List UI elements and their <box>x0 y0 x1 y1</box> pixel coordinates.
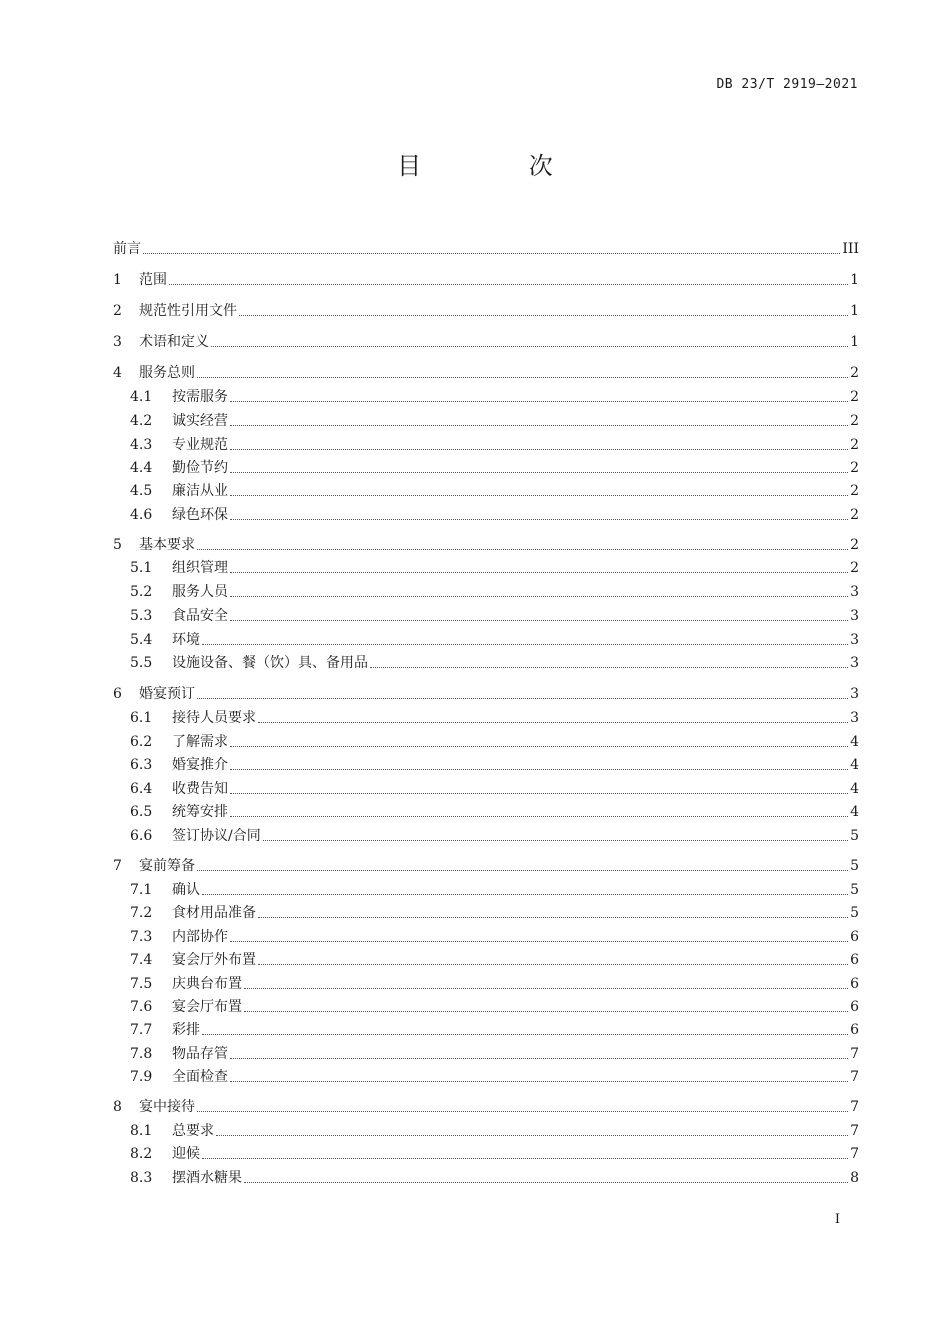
toc-entry-number: 8.2 <box>130 1146 153 1162</box>
toc-entry-page: 1 <box>850 272 859 288</box>
dot-leader <box>258 963 848 965</box>
toc-entry[interactable] <box>130 478 859 500</box>
toc-entry-title: 服务总则 <box>139 365 195 381</box>
toc-entry-number: 4.4 <box>130 460 153 476</box>
toc-entry-page: 3 <box>850 710 859 726</box>
toc-entry-title: 全面检查 <box>172 1069 228 1085</box>
dot-leader <box>216 1134 848 1136</box>
dot-leader <box>197 697 848 699</box>
toc-entry-title: 了解需求 <box>172 734 228 750</box>
toc-entry[interactable] <box>130 408 859 430</box>
toc-entry[interactable] <box>113 532 859 554</box>
toc-entry-page: 2 <box>850 413 859 429</box>
toc-entry-page: 5 <box>850 882 859 898</box>
toc-entry-number: 8.1 <box>130 1123 153 1139</box>
toc-entry[interactable] <box>130 994 859 1016</box>
toc-entry-title: 摆酒水糖果 <box>172 1170 242 1186</box>
toc-entry-title: 前言 <box>113 241 141 257</box>
toc-entry[interactable] <box>113 329 859 351</box>
dot-leader <box>197 1110 848 1112</box>
toc-entry[interactable] <box>113 853 859 875</box>
toc-entry[interactable] <box>130 924 859 946</box>
dot-leader <box>230 1057 848 1059</box>
toc-entry[interactable] <box>130 705 859 727</box>
toc-entry-title: 术语和定义 <box>139 334 209 350</box>
dot-leader <box>143 252 840 254</box>
dot-leader <box>230 471 848 473</box>
toc-entry-page: 2 <box>850 437 859 453</box>
toc-entry[interactable] <box>113 267 859 289</box>
toc-entry-number: 5.5 <box>130 655 153 671</box>
page-number: I <box>834 1212 840 1227</box>
toc-entry[interactable] <box>130 877 859 899</box>
toc-entry[interactable] <box>130 1017 859 1039</box>
toc-entry-number: 4.2 <box>130 413 153 429</box>
toc-entry[interactable] <box>130 384 859 406</box>
dot-leader <box>197 548 848 550</box>
dot-leader <box>197 869 848 871</box>
toc-entry-page: 6 <box>850 929 859 945</box>
toc-entry-title: 诚实经营 <box>172 413 228 429</box>
toc-entry[interactable] <box>130 1064 859 1086</box>
toc-entry[interactable] <box>130 627 859 649</box>
dot-leader <box>230 400 848 402</box>
toc-entry-number: 3 <box>113 334 122 350</box>
toc-entry-title: 婚宴推介 <box>172 757 228 773</box>
toc-entry-number: 5.3 <box>130 608 153 624</box>
toc-entry-number: 7.2 <box>130 905 153 921</box>
toc-entry-number: 6 <box>113 686 122 702</box>
toc-entry-number: 6.4 <box>130 781 153 797</box>
toc-entry-number: 5.4 <box>130 632 153 648</box>
toc-entry-title: 统筹安排 <box>172 804 228 820</box>
toc-entry[interactable] <box>130 650 859 672</box>
toc-entry[interactable] <box>130 1118 859 1140</box>
toc-entry-number: 7.9 <box>130 1069 153 1085</box>
dot-leader <box>202 643 848 645</box>
toc-entry-title: 物品存管 <box>172 1046 228 1062</box>
toc-entry-number: 7.1 <box>130 882 153 898</box>
dot-leader <box>197 376 848 378</box>
toc-entry-page: 7 <box>850 1069 859 1085</box>
toc-entry[interactable] <box>130 432 859 454</box>
dot-leader <box>239 314 848 316</box>
toc-entry-page: 7 <box>850 1123 859 1139</box>
dot-leader <box>202 1033 848 1035</box>
toc-entry-title: 范围 <box>139 272 167 288</box>
toc-entry[interactable] <box>130 776 859 798</box>
toc-entry-title: 环境 <box>172 632 200 648</box>
toc-entry-page: 6 <box>850 952 859 968</box>
dot-leader <box>230 424 848 426</box>
dot-leader <box>230 518 848 520</box>
toc-entry-title: 专业规范 <box>172 437 228 453</box>
toc-entry-number: 7.5 <box>130 976 153 992</box>
toc-entry-number: 8.3 <box>130 1170 153 1186</box>
toc-entry-title: 宴会厅布置 <box>172 999 242 1015</box>
toc-entry[interactable] <box>130 579 859 601</box>
dot-leader <box>370 666 848 668</box>
toc-entry[interactable] <box>130 603 859 625</box>
dot-leader <box>230 768 848 770</box>
toc-entry-title: 基本要求 <box>139 537 195 553</box>
dot-leader <box>230 619 848 621</box>
toc-entry-title: 食材用品准备 <box>172 905 256 921</box>
toc-entry-page: 1 <box>850 334 859 350</box>
toc-entry-number: 2 <box>113 303 122 319</box>
toc-entry-page: 4 <box>850 804 859 820</box>
toc-entry-title: 设施设备、餐（饮）具、备用品 <box>172 655 368 671</box>
toc-entry-page: 5 <box>850 905 859 921</box>
toc-entry-title: 签订协议/合同 <box>172 828 261 844</box>
dot-leader <box>244 1010 848 1012</box>
toc-entry-page: 8 <box>850 1170 859 1186</box>
toc-entry-title: 接待人员要求 <box>172 710 256 726</box>
toc-entry-title: 内部协作 <box>172 929 228 945</box>
toc-entry-page: 2 <box>850 537 859 553</box>
toc-entry[interactable] <box>130 900 859 922</box>
toc-entry[interactable] <box>130 729 859 751</box>
toc-entry-title: 彩排 <box>172 1022 200 1038</box>
toc-entry-number: 4 <box>113 365 122 381</box>
toc-entry-title: 庆典台布置 <box>172 976 242 992</box>
toc-entry-title: 绿色环保 <box>172 507 228 523</box>
toc-entry-number: 4.5 <box>130 483 153 499</box>
toc-entry-number: 6.1 <box>130 710 153 726</box>
toc-entry-page: 7 <box>850 1099 859 1115</box>
document-code: DB 23/T 2919—2021 <box>716 77 858 92</box>
toc-entry-number: 7.4 <box>130 952 153 968</box>
toc-entry[interactable] <box>130 555 859 577</box>
toc-entry-number: 7.7 <box>130 1022 153 1038</box>
toc-entry-page: 2 <box>850 560 859 576</box>
toc-entry-title: 规范性引用文件 <box>139 303 237 319</box>
toc-entry-number: 7 <box>113 858 122 874</box>
toc-entry-number: 6.6 <box>130 828 153 844</box>
toc-entry-page: 2 <box>850 389 859 405</box>
toc-entry-title: 组织管理 <box>172 560 228 576</box>
toc-entry-page: 2 <box>850 365 859 381</box>
dot-leader <box>230 595 848 597</box>
dot-leader <box>230 745 848 747</box>
toc-entry-number: 6.2 <box>130 734 153 750</box>
toc-entry-page: 4 <box>850 781 859 797</box>
toc-entry-title: 食品安全 <box>172 608 228 624</box>
toc-entry-title: 确认 <box>172 882 200 898</box>
toc-entry-title: 按需服务 <box>172 389 228 405</box>
toc-entry-title: 宴前筹备 <box>139 858 195 874</box>
toc-entry[interactable] <box>130 971 859 993</box>
dot-leader <box>230 571 848 573</box>
toc-entry-page: 3 <box>850 584 859 600</box>
toc-entry-title: 总要求 <box>172 1123 214 1139</box>
toc-entry-page: 3 <box>850 655 859 671</box>
toc-entry-page: 7 <box>850 1146 859 1162</box>
dot-leader <box>211 345 848 347</box>
toc-entry-page: 4 <box>850 757 859 773</box>
toc-entry[interactable] <box>130 1041 859 1063</box>
toc-entry-title: 服务人员 <box>172 584 228 600</box>
toc-entry[interactable] <box>130 799 859 821</box>
toc-entry-page: 2 <box>850 460 859 476</box>
toc-entry[interactable] <box>113 681 859 703</box>
dot-leader <box>258 721 848 723</box>
toc-entry-page: 5 <box>850 828 859 844</box>
dot-leader <box>263 839 848 841</box>
dot-leader <box>202 1157 848 1159</box>
dot-leader <box>230 940 848 942</box>
toc-entry-page: 4 <box>850 734 859 750</box>
toc-entry-page: 3 <box>850 608 859 624</box>
toc-entry-number: 5.1 <box>130 560 153 576</box>
toc-entry[interactable] <box>113 1094 859 1116</box>
toc-entry-page: 6 <box>850 1022 859 1038</box>
dot-leader <box>244 987 848 989</box>
toc-entry-page: 2 <box>850 507 859 523</box>
toc-entry-page: III <box>842 241 859 257</box>
toc-entry-number: 6.3 <box>130 757 153 773</box>
toc-entry[interactable] <box>130 823 859 845</box>
toc-entry-number: 5 <box>113 537 122 553</box>
dot-leader <box>230 792 848 794</box>
toc-entry[interactable] <box>113 298 859 320</box>
page-title: 目 次 <box>397 152 603 180</box>
toc-entry-number: 7.3 <box>130 929 153 945</box>
dot-leader <box>230 494 848 496</box>
toc-entry-number: 6.5 <box>130 804 153 820</box>
toc-entry[interactable] <box>130 1165 859 1187</box>
dot-leader <box>230 815 848 817</box>
toc-entry-page: 6 <box>850 976 859 992</box>
toc-entry-number: 4.3 <box>130 437 153 453</box>
toc-entry-page: 7 <box>850 1046 859 1062</box>
toc-entry-number: 4.1 <box>130 389 153 405</box>
toc-entry-page: 6 <box>850 999 859 1015</box>
toc-entry-title: 迎候 <box>172 1146 200 1162</box>
toc-entry[interactable] <box>113 360 859 382</box>
toc-entry-number: 8 <box>113 1099 122 1115</box>
toc-entry-title: 宴会厅外布置 <box>172 952 256 968</box>
toc-entry-page: 1 <box>850 303 859 319</box>
toc-entry[interactable] <box>130 752 859 774</box>
toc-entry-number: 4.6 <box>130 507 153 523</box>
toc-entry[interactable] <box>130 455 859 477</box>
dot-leader <box>244 1181 848 1183</box>
toc-entry[interactable] <box>130 502 859 524</box>
toc-entry-page: 3 <box>850 686 859 702</box>
toc-entry-number: 7.8 <box>130 1046 153 1062</box>
toc-entry-title: 收费告知 <box>172 781 228 797</box>
toc-entry[interactable] <box>130 1141 859 1163</box>
dot-leader <box>258 916 848 918</box>
toc-entry-title: 廉洁从业 <box>172 483 228 499</box>
toc-entry-title: 勤俭节约 <box>172 460 228 476</box>
toc-entry-number: 1 <box>113 272 122 288</box>
toc-entry-number: 7.6 <box>130 999 153 1015</box>
dot-leader <box>230 448 848 450</box>
toc-entry-page: 3 <box>850 632 859 648</box>
dot-leader <box>202 893 848 895</box>
toc-entry-page: 5 <box>850 858 859 874</box>
toc-entry-page: 2 <box>850 483 859 499</box>
toc-entry[interactable] <box>113 236 859 258</box>
toc-entry-title: 婚宴预订 <box>139 686 195 702</box>
dot-leader <box>169 283 848 285</box>
toc-entry-number: 5.2 <box>130 584 153 600</box>
toc-entry[interactable] <box>130 947 859 969</box>
toc-entry-title: 宴中接待 <box>139 1099 195 1115</box>
dot-leader <box>230 1080 848 1082</box>
